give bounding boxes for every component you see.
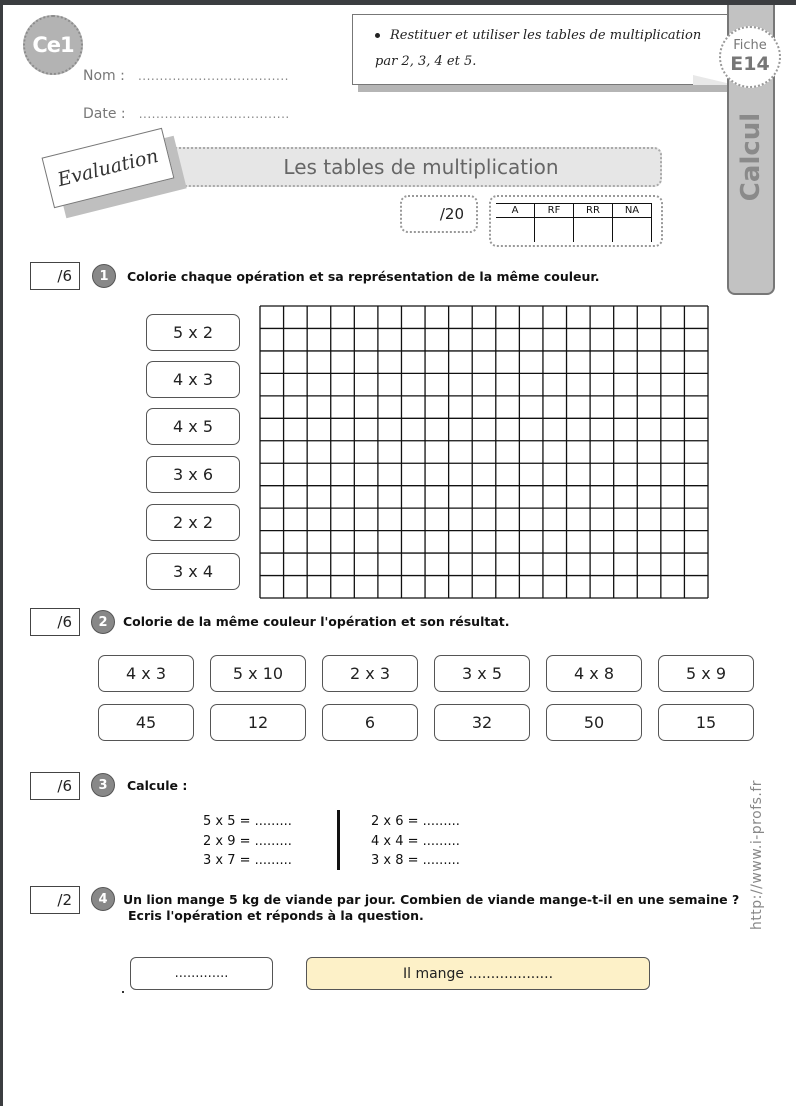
stray-dot	[122, 991, 124, 993]
bullet-icon	[375, 33, 380, 38]
subject-tab-label-wrap	[727, 112, 775, 202]
exercise2-instruction: Colorie de la même couleur l'opération et son résultat.	[123, 614, 510, 629]
objective-line-2: par 2, 3, 4 et 5.	[375, 54, 477, 69]
grade-cell-rf[interactable]	[535, 218, 574, 243]
column-divider	[337, 810, 340, 870]
exercise4-score-box[interactable]: /2	[30, 886, 80, 914]
exercise4-number: 4	[91, 887, 115, 911]
exercise2-operation[interactable]: 3 x 5	[434, 655, 530, 692]
exercise2-score-box[interactable]: /6	[30, 608, 80, 636]
exercise3-score-box[interactable]: /6	[30, 772, 80, 800]
exercise2-operation[interactable]: 4 x 3	[98, 655, 194, 692]
window-top-border	[0, 0, 796, 5]
grade-cell-na[interactable]	[613, 218, 652, 243]
exercise2-result[interactable]: 50	[546, 704, 642, 741]
name-label: Nom :	[83, 68, 125, 84]
exercise2-result[interactable]: 32	[434, 704, 530, 741]
exercise1-number: 1	[92, 264, 116, 288]
subject-tab-label: Calcul	[736, 112, 766, 202]
calc-item[interactable]: 5 x 5 = .........	[203, 814, 292, 829]
exercise2-result[interactable]: 15	[658, 704, 754, 741]
exercise2-operation[interactable]: 2 x 3	[322, 655, 418, 692]
exercise1-instruction: Colorie chaque opération et sa représentation de la même couleur.	[127, 269, 600, 284]
exercise4-instruction-2: Ecris l'opération et réponds à la question.	[128, 908, 424, 923]
calc-item[interactable]: 3 x 7 = .........	[203, 853, 292, 868]
exercise2-result[interactable]: 12	[210, 704, 306, 741]
objective-text	[375, 23, 715, 75]
exercise1-operation[interactable]: 3 x 6	[146, 456, 240, 493]
grade-header-a: A	[496, 204, 535, 218]
exercise2-operation[interactable]: 5 x 10	[210, 655, 306, 692]
exercise3-right-column	[371, 812, 460, 871]
window-left-border	[0, 0, 3, 1106]
exercise2-result[interactable]: 6	[322, 704, 418, 741]
exercise2-operation[interactable]: 5 x 9	[658, 655, 754, 692]
answer-sentence-box[interactable]: Il mange ...................	[306, 957, 650, 990]
evaluation-tag: Evaluation	[42, 128, 175, 208]
calc-item[interactable]: 4 x 4 = .........	[371, 833, 460, 849]
exercise1-operation[interactable]: 4 x 3	[146, 361, 240, 398]
grade-cell-rr[interactable]	[574, 218, 613, 243]
objective-line-1: Restituer et utiliser les tables de multiplication	[390, 28, 702, 43]
exercise3-instruction: Calcule :	[127, 778, 188, 793]
date-label: Date :	[83, 106, 126, 122]
calc-item[interactable]: 2 x 6 = .........	[371, 814, 460, 829]
level-badge: Ce1	[23, 15, 83, 75]
grade-cell-a[interactable]	[496, 218, 535, 243]
exercise1-operation[interactable]: 4 x 5	[146, 408, 240, 445]
grade-table-box	[489, 195, 663, 247]
exercise4-instruction-1: Un lion mange 5 kg de viande par jour. Combien de viande mange-t-il en une semaine ?	[123, 892, 740, 907]
name-dots: ...................................	[137, 69, 289, 83]
exercise2-operation[interactable]: 4 x 8	[546, 655, 642, 692]
exercise1-operation[interactable]: 3 x 4	[146, 553, 240, 590]
date-dots: ...................................	[138, 107, 290, 121]
calc-item[interactable]: 3 x 8 = .........	[371, 853, 460, 868]
operation-answer-box[interactable]: .............	[130, 957, 273, 990]
page-title: Les tables de multiplication	[150, 147, 662, 187]
fiche-label: Fiche	[733, 38, 767, 53]
website-url: http://www.i-profs.fr	[749, 779, 766, 931]
exercise1-score-box[interactable]: /6	[30, 262, 80, 290]
exercise1-operation[interactable]: 5 x 2	[146, 314, 240, 351]
grade-header-rf: RF	[535, 204, 574, 218]
grade-table	[496, 203, 652, 242]
calc-item[interactable]: 2 x 9 = .........	[203, 833, 292, 849]
website-url-wrap	[742, 760, 772, 950]
date-field[interactable]	[83, 103, 290, 122]
exercise2-result[interactable]: 45	[98, 704, 194, 741]
name-field[interactable]	[83, 65, 289, 84]
exercise1-operation[interactable]: 2 x 2	[146, 504, 240, 541]
exercise2-number: 2	[91, 610, 115, 634]
objective-box	[352, 14, 735, 85]
coloring-grid[interactable]	[259, 305, 709, 599]
grade-header-na: NA	[613, 204, 652, 218]
fiche-badge	[719, 26, 781, 88]
exercise3-number: 3	[91, 773, 115, 797]
fiche-code: E14	[730, 53, 770, 75]
total-score-box[interactable]: /20	[400, 195, 478, 233]
exercise3-left-column	[203, 812, 292, 871]
grade-header-rr: RR	[574, 204, 613, 218]
